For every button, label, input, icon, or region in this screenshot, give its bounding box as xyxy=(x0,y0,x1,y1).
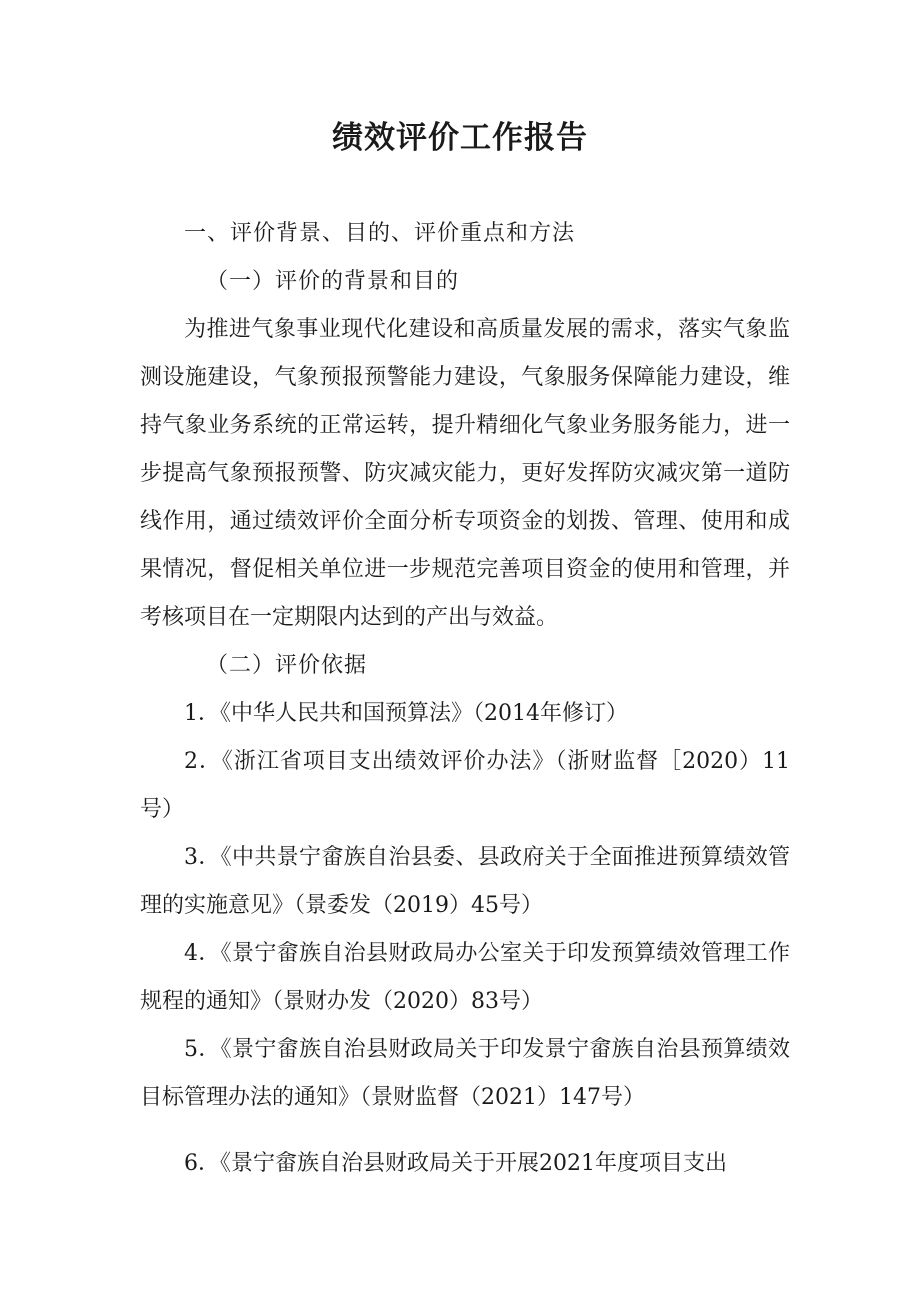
basis-item-2: 2．《浙江省项目支出绩效评价办法》（浙财监督［2020）11号） xyxy=(140,749,790,822)
document-body xyxy=(140,210,790,1188)
document-title: 绩效评价工作报告 xyxy=(332,120,588,156)
basis-item-4: 4．《景宁畲族自治县财政局办公室关于印发预算绩效管理工作规程的通知》（景财办发（2020）83号） xyxy=(140,941,790,1014)
basis-item-6: 6．《景宁畲族自治县财政局关于开展2021年度项目支出 xyxy=(184,1151,727,1176)
section-heading-1: 一、评价背景、目的、评价重点和方法 xyxy=(184,221,576,246)
background-paragraph: 为推进气象事业现代化建设和高质量发展的需求，落实气象监测设施建设，气象预报预警能力建设，气象服务保障能力建设，维持气象业务系统的正常运转，提升精细化气象业务服务能力，进一步提高气象预报预警、防灾减灾能力，更好发挥防灾减灾第一道防线作用，通过绩效评价全面分析专项资金的划拨、管理、使用和成果情况，督促相关单位进一步规范完善项目资金的使用和管理，并考核项目在一定期限内达到的产出与效益。 xyxy=(140,317,790,630)
subsection-heading-2: （二）评价依据 xyxy=(206,653,368,678)
basis-item-5: 5．《景宁畲族自治县财政局关于印发景宁畲族自治县预算绩效目标管理办法的通知》（景财监督（2021）147号） xyxy=(140,1037,790,1110)
subsection-heading-1: （一）评价的背景和目的 xyxy=(206,269,460,294)
basis-item-1: 1．《中华人民共和国预算法》（2014年修订） xyxy=(184,701,628,726)
basis-item-3: 3．《中共景宁畲族自治县委、县政府关于全面推进预算绩效管理的实施意见》（景委发（2019）45号） xyxy=(140,845,790,918)
